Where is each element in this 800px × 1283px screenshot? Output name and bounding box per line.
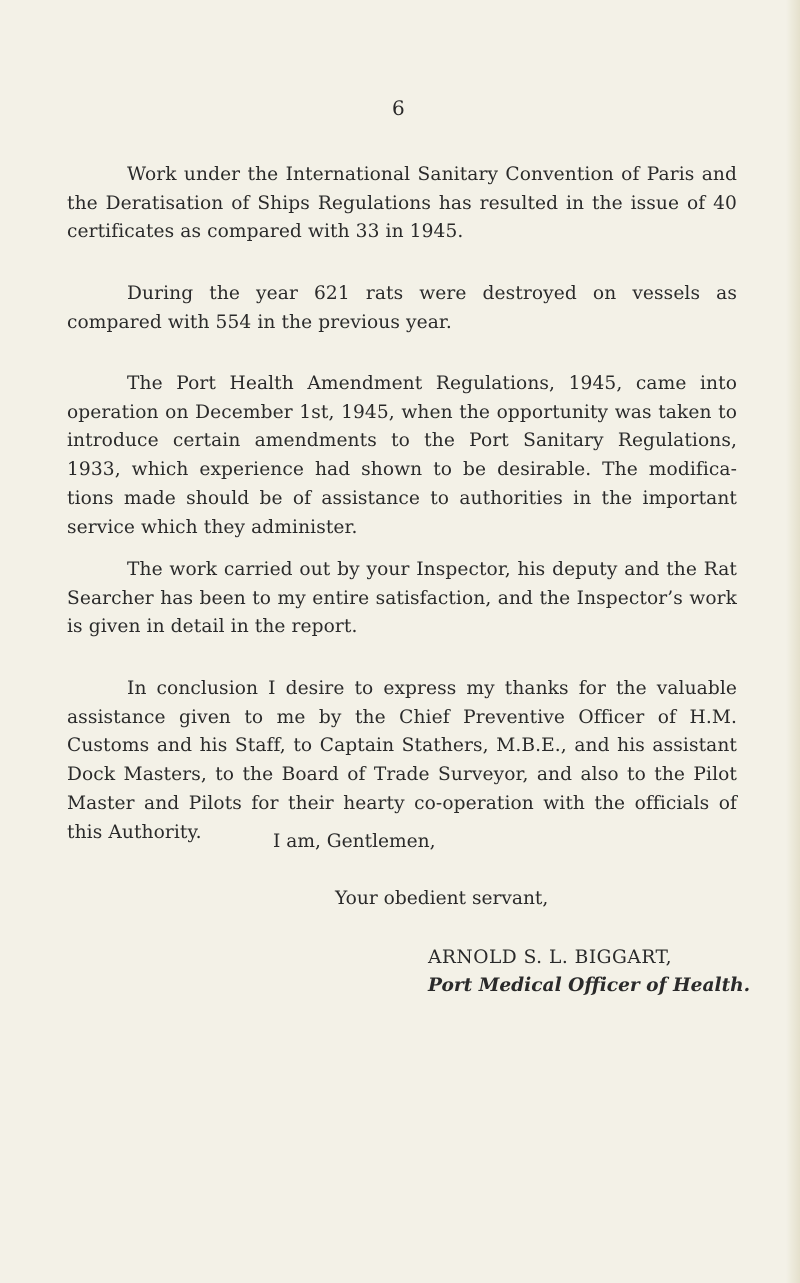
paragraph-text <box>67 556 737 642</box>
page-number: 6 <box>392 96 405 120</box>
paragraph-text <box>67 280 737 337</box>
paragraph-3-text: The Port Health Amendment Regulations, 1945, came into operation on December 1st, 1945, when the opportunity was taken to introduce certain amendments to the Port Sanitary Regulations, 1933, which experience had shown to be desirable. The modifica- tions made should be of assistance to authorities in the important service which they administer. <box>67 373 737 538</box>
paragraph-inspector-work <box>67 556 737 672</box>
paragraph-text <box>67 675 737 847</box>
paragraph-amendment-regulations <box>67 370 737 572</box>
paragraph-text <box>67 161 737 247</box>
paragraph-4-text: The work carried out by your Inspector, his deputy and the Rat Searcher has been to my entire satisfaction, and the Inspector’s work is given in detail in the report. <box>67 559 737 638</box>
paragraph-1-text: Work under the International Sanitary Convention of Paris and the Deratisation of Ships Regulations has resulted in the issue of 40 certificates as compared with 33 in 1945. <box>67 164 737 243</box>
paragraph-certificates <box>67 161 737 277</box>
paragraph-text <box>67 370 737 542</box>
paragraph-2-text: During the year 621 rats were destroyed on vessels as compared with 554 in the previous year. <box>67 283 737 333</box>
page-edge-shadow <box>786 0 800 1283</box>
signature-title: Port Medical Officer of Health. <box>428 975 751 996</box>
valediction: Your obedient servant, <box>335 888 549 909</box>
paragraph-5-text: In conclusion I desire to express my thanks for the valuable assistance given to me by the Chief Preventive Officer of H.M. Customs and his Staff, to Captain Stathers, M.B.E., and his assistant Dock Masters, to the Board of Trade Surveyor, and also to the Pilot Master and Pilots for their hearty co-operation with the officials of this Authority. <box>67 678 737 843</box>
salutation: I am, Gentlemen, <box>273 831 436 852</box>
signature-name: ARNOLD S. L. BIGGART, <box>428 947 673 968</box>
paragraph-rats-destroyed <box>67 280 737 367</box>
